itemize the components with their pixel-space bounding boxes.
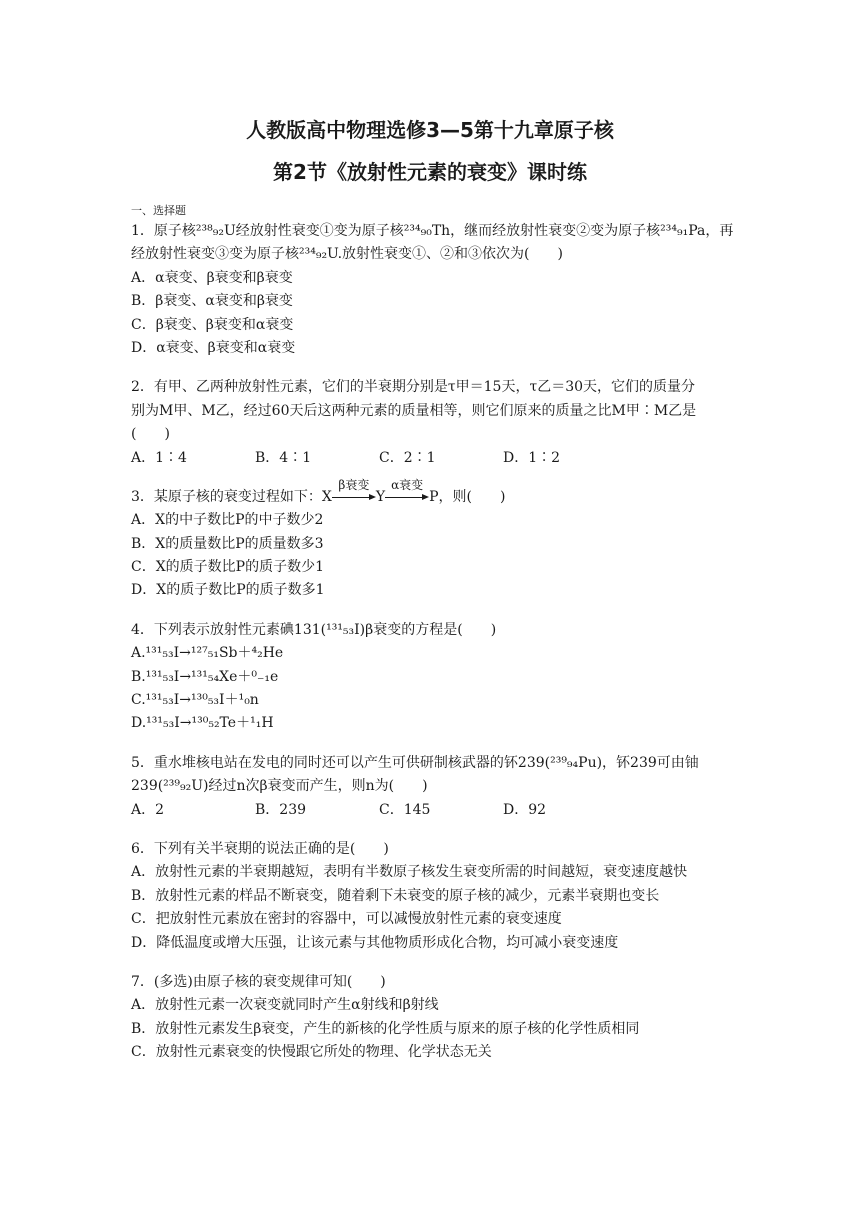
decay-intermediate: Y	[375, 488, 386, 505]
option-b: B．239	[255, 801, 307, 818]
decay-arrow-label: β衰变	[338, 477, 370, 492]
option-d: D．X的质子数比P的质子数多1	[131, 582, 325, 599]
question-text: 2．有甲、乙两种放射性元素，它们的半衰期分别是τ甲＝15天，τ乙＝30天，它们的质量分	[131, 379, 696, 396]
question-text: 5．重水堆核电站在发电的同时还可以产生可供研制核武器的钚239(²³⁹₉₄Pu)，钚239可由铀	[131, 754, 699, 771]
option-d: D．92	[503, 801, 547, 818]
option-row	[131, 447, 736, 470]
option-b: B．X的质量数比P的质量数多3	[131, 535, 324, 552]
question-text	[131, 477, 736, 509]
option-a: A．放射性元素的半衰期越短，表明有半数原子核发生衰变所需的时间越短，衰变速度越快	[131, 864, 688, 881]
option-b: B.¹³¹₅₃I→¹³¹₅₄Xe＋⁰₋₁e	[131, 668, 279, 685]
question-text: 4．下列表示放射性元素碘131(¹³¹₅₃I)β衰变的方程是( )	[131, 621, 497, 638]
option-c: C.¹³¹₅₃I→¹³⁰₅₃I＋¹₀n	[131, 692, 259, 709]
question-2	[131, 376, 736, 470]
question-text: 1．原子核²³⁸₉₂U经放射性衰变①变为原子核²³⁴₉₀Th，继而经放射性衰变②变为原子核²³⁴₉₁Pa，再	[131, 223, 734, 239]
decay-arrow-label: α衰变	[391, 477, 424, 492]
option-c: C．145	[379, 801, 431, 818]
document-subtitle: 第2节《放射性元素的衰变》课时练	[273, 160, 587, 184]
option-c: C．β衰变、β衰变和α衰变	[131, 316, 294, 333]
question-list	[131, 220, 736, 1065]
option-d: D.¹³¹₅₃I→¹³⁰₅₂Te＋¹₁H	[131, 715, 274, 732]
option-row	[131, 799, 736, 822]
option-c: C．把放射性元素放在密封的容器中，可以减慢放射性元素的衰变速度	[131, 911, 562, 928]
option-d: D．1∶2	[503, 449, 561, 466]
option-b: B．β衰变、α衰变和β衰变	[131, 293, 293, 310]
question-4	[131, 619, 736, 736]
option-b: B．放射性元素发生β衰变，产生的新核的化学性质与原来的原子核的化学性质相同	[131, 1020, 640, 1037]
section-heading: 一、选择题	[131, 204, 186, 217]
question-5	[131, 752, 736, 822]
option-a: A．1∶4	[131, 449, 187, 466]
question-1	[131, 220, 736, 360]
option-b: B．放射性元素的样品不断衰变，随着剩下未衰变的原子核的减少，元素半衰期也变长	[131, 887, 660, 904]
question-text: ( )	[131, 426, 170, 443]
option-a: A.¹³¹₅₃I→¹²⁷₅₁Sb＋⁴₂He	[131, 645, 284, 662]
option-d: D．降低温度或增大压强，让该元素与其他物质形成化合物，均可减小衰变速度	[131, 934, 619, 951]
option-a: A．α衰变、β衰变和β衰变	[131, 269, 293, 286]
question-7	[131, 971, 736, 1065]
option-a: A．X的中子数比P的中子数少2	[131, 512, 324, 529]
question-3	[131, 477, 736, 603]
option-a: A．2	[131, 801, 165, 818]
question-text: 经放射性衰变③变为原子核²³⁴₉₂U.放射性衰变①、②和③依次为( )	[131, 246, 563, 263]
question-text: 别为M甲、M乙，经过60天后这两种元素的质量相等，则它们原来的质量之比M甲∶M乙是	[131, 402, 697, 419]
decay-end: P，则( )	[429, 488, 506, 505]
option-d: D．α衰变、β衰变和α衰变	[131, 339, 296, 356]
option-b: B．4∶1	[255, 449, 312, 466]
decay-arrow-1	[332, 477, 376, 503]
option-a: A．放射性元素一次衰变就同时产生α射线和β射线	[131, 997, 439, 1014]
question-text: 239(²³⁹₉₂U)经过n次β衰变而产生，则n为( )	[131, 778, 428, 795]
question-6	[131, 838, 736, 955]
document-title: 人教版高中物理选修3—5第十九章原子核	[246, 118, 614, 142]
decay-start: 3．某原子核的衰变过程如下：X	[131, 488, 332, 505]
decay-arrow-2	[385, 477, 429, 503]
question-text: 6．下列有关半衰期的说法正确的是( )	[131, 840, 389, 857]
question-text: 7．(多选)由原子核的衰变规律可知( )	[131, 973, 386, 990]
option-c: C．放射性元素衰变的快慢跟它所处的物理、化学状态无关	[131, 1044, 492, 1061]
option-c: C．X的质子数比P的质子数少1	[131, 559, 325, 576]
option-c: C．2∶1	[379, 449, 436, 466]
